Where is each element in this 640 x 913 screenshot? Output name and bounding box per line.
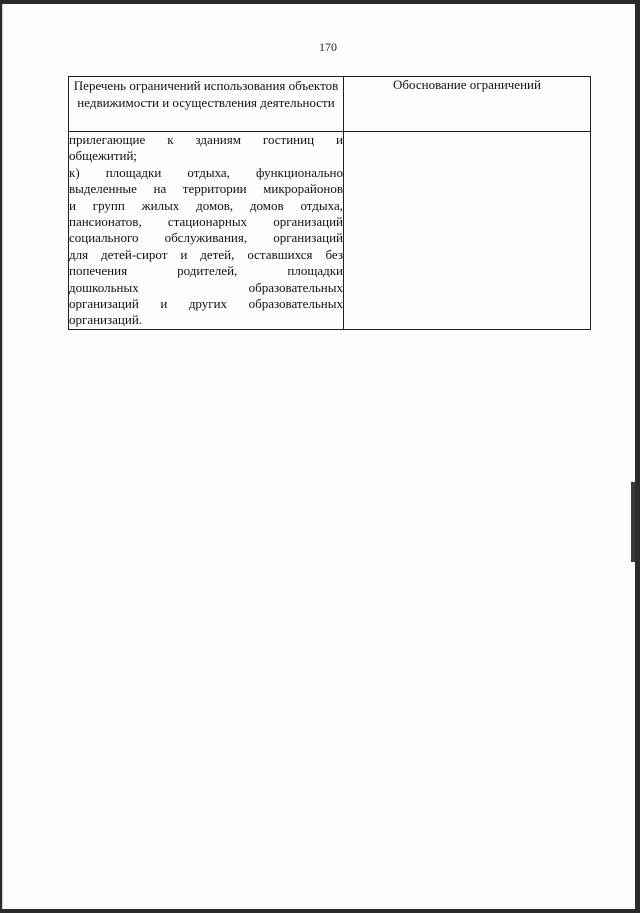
text-line: организаций. [69,312,143,328]
text-line: к) площадки отдыха, функционально [69,164,343,180]
text-line: выделенные на территории микрорайонов [69,181,343,197]
text-line: и групп жилых домов, домов отдыха, [69,197,343,213]
scan-edge-mark [631,482,635,562]
restrictions-cell [69,132,344,330]
page-number: 170 [319,40,337,54]
text-line: для детей-сирот и детей, оставшихся без [69,246,343,262]
text-line: попечения родителей, площадки [69,263,343,279]
text-line: организаций и других образовательных [69,296,343,312]
table-row [69,132,591,330]
justification-cell [344,132,591,330]
text-line: общежитий; [69,148,138,164]
text-line: социального обслуживания, организаций [69,230,343,246]
text-line: пансионатов, стационарных организаций [69,214,343,230]
header-restrictions-list: Перечень ограничений использования объектов недвижимости и осуществления деятельности [69,77,344,132]
text-line: прилегающие к зданиям гостиниц и [69,132,343,147]
header-justification: Обоснование ограничений [344,77,591,132]
table-header-row [69,77,591,132]
text-line: дошкольных образовательных [69,279,343,295]
restrictions-table [68,76,591,330]
document-page [2,4,635,909]
